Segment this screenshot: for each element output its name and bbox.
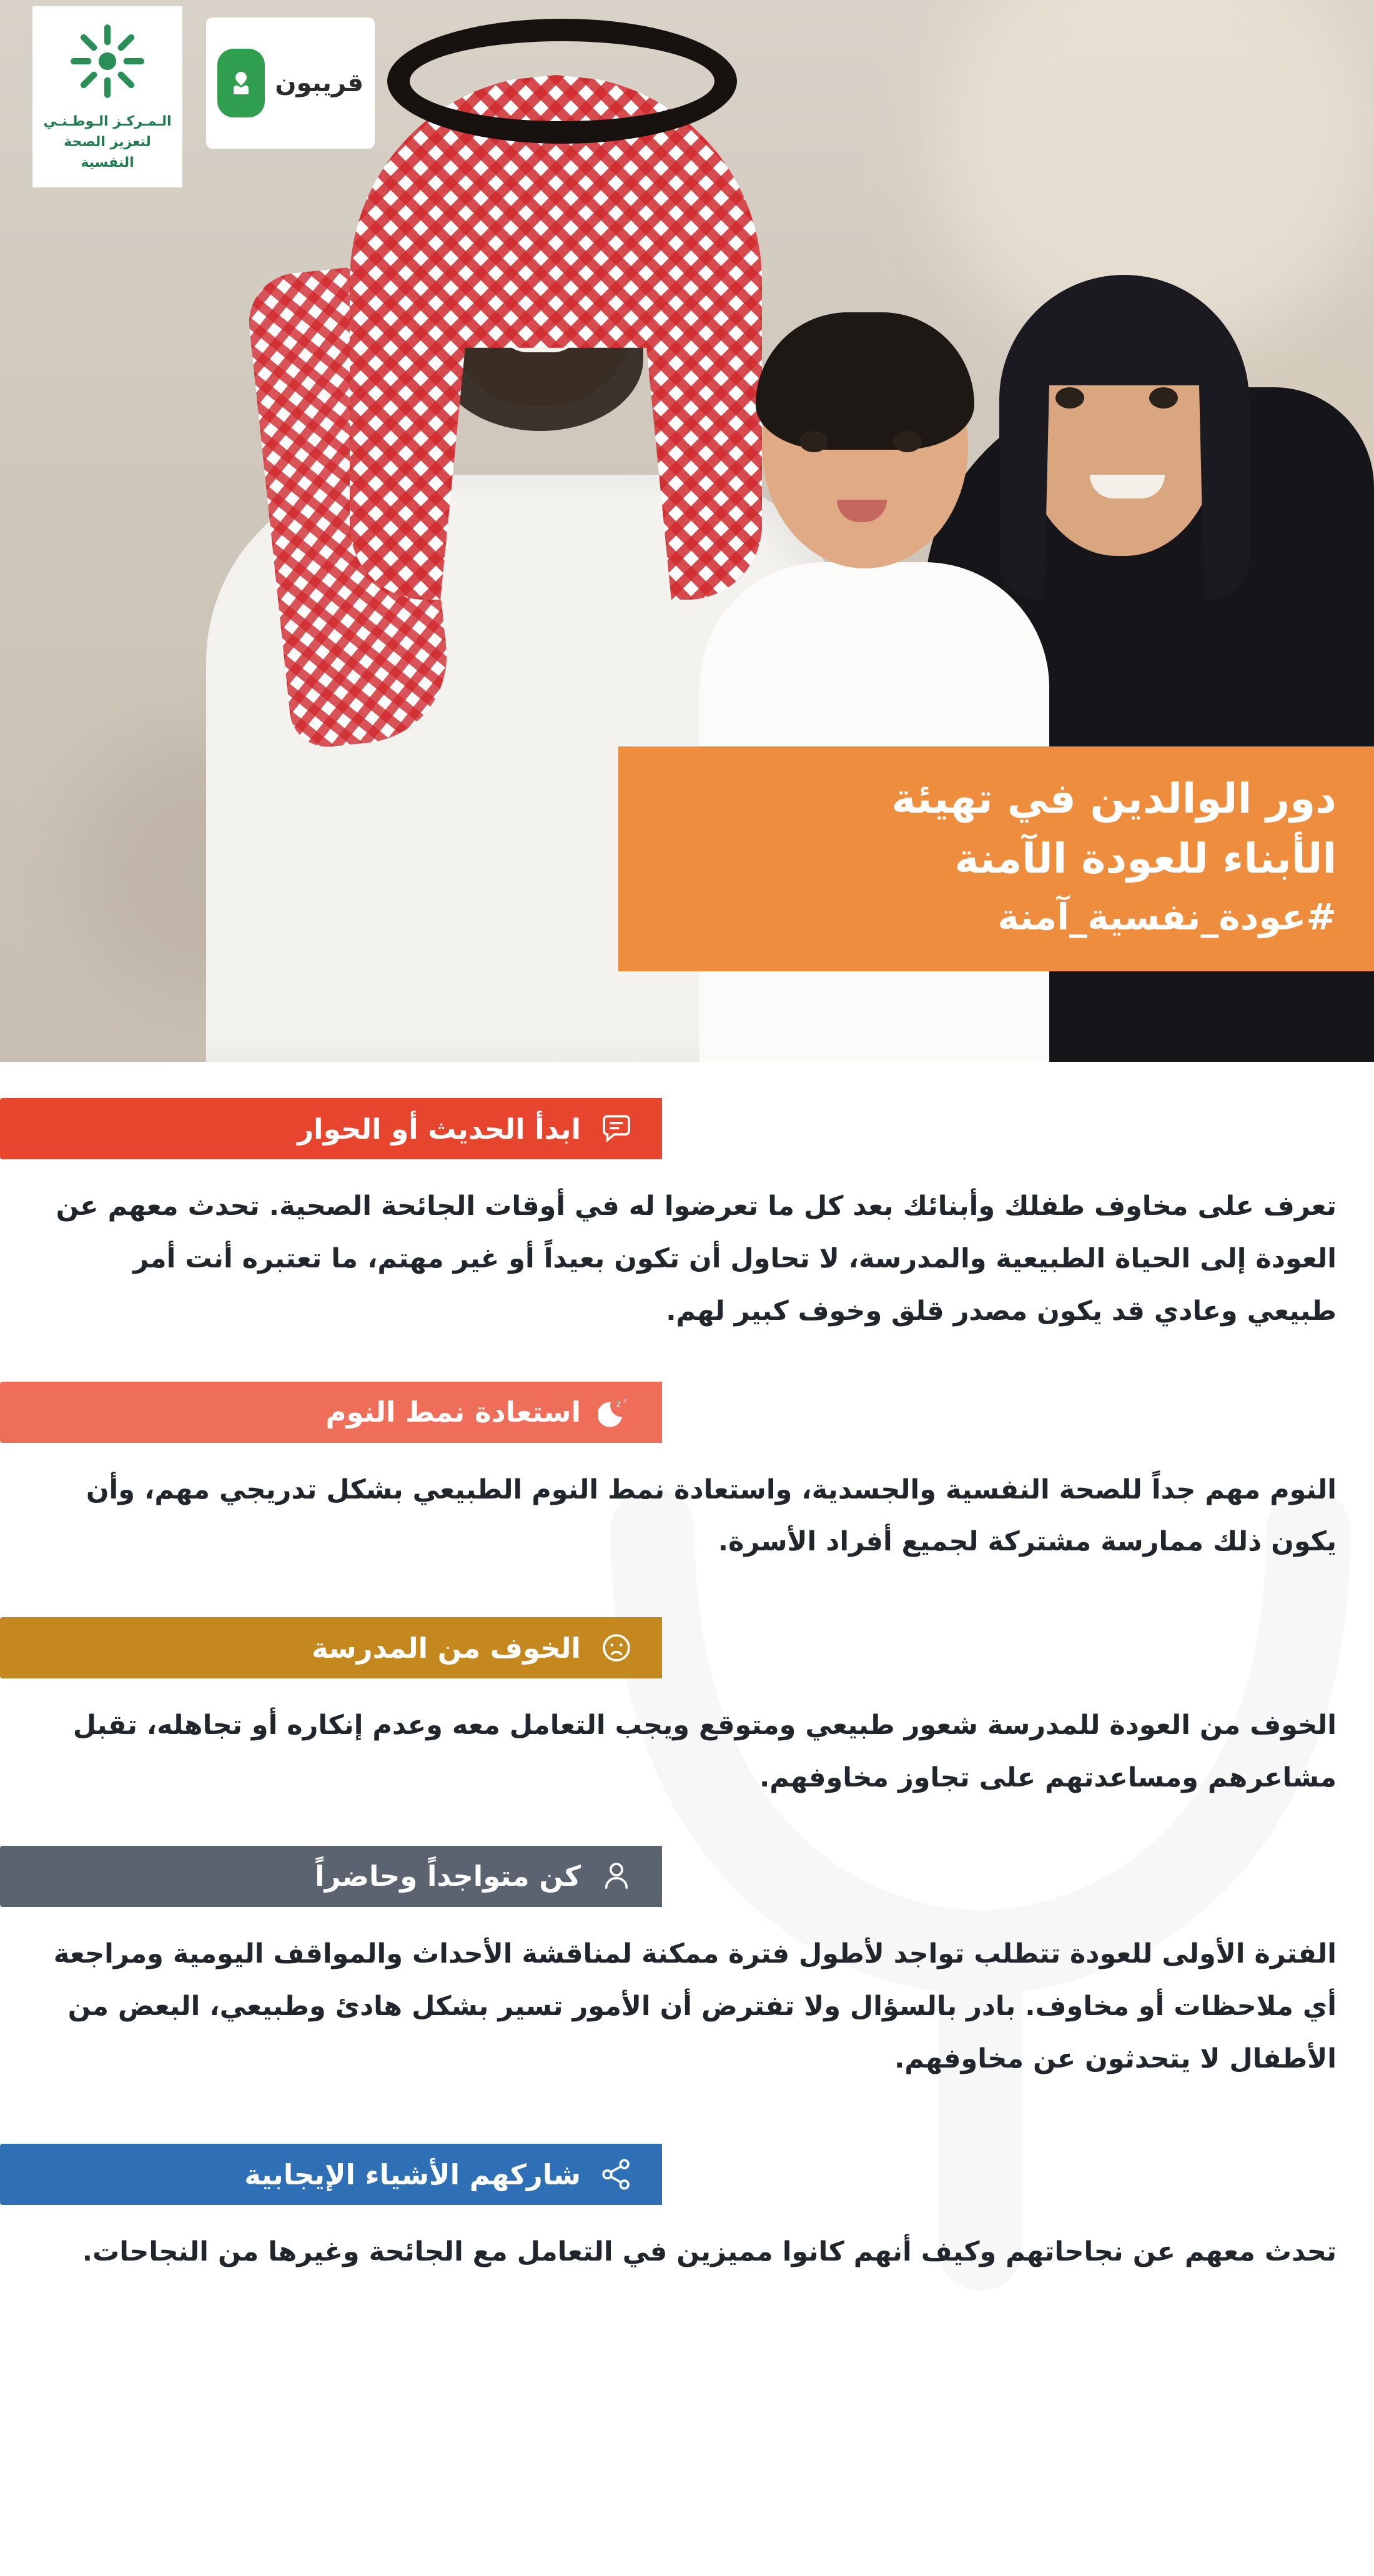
igal [387, 19, 737, 144]
section-heading-text: الخوف من المدرسة [312, 1631, 581, 1665]
child-eye [799, 431, 828, 452]
hero-hashtag: #عودة_نفسية_آمنة [997, 896, 1337, 939]
section-be-present [0, 1846, 1374, 2086]
section-body-text: الفترة الأولى للعودة تتطلب تواجد لأطول فترة ممكنة لمناقشة الأحداث والمواقف اليومية ومراجعة أي ملاحظات أو مخاوف. بادر بالسؤال ولا تفترض أن الأمور تسير بشكل هادئ وطبيعي، البعض من الأطفال لا يتحدثون عن مخاوفهم. [53, 1938, 1337, 2074]
section-school-fear [0, 1617, 1374, 1805]
child-eye [893, 431, 922, 452]
hero-photo [0, 0, 1374, 1062]
section-body-text: تحدث معهم عن نجاحاتهم وكيف أنهم كانوا مميزين في التعامل مع الجائحة وغيرها من النجاحات. [82, 2236, 1337, 2268]
nchp-logo [32, 6, 182, 187]
sections-list [0, 1098, 1374, 2304]
section-heading-bar [0, 1098, 662, 1159]
mother-smile [1090, 475, 1165, 498]
hero-title-block [618, 746, 1374, 971]
moon-sleep-icon [597, 1393, 636, 1432]
section-heading-text: استعادة نمط النوم [325, 1395, 581, 1429]
child-hair [756, 312, 974, 450]
nchp-caption-line-2: لتعزيز الصحة النفسية [64, 134, 151, 171]
nchp-logo-caption [39, 111, 176, 173]
qaribon-hand-heart-icon [221, 63, 261, 103]
nchp-caption-line-1: الـمـركـز الـوطـنـي [43, 113, 172, 129]
section-body-text: تعرف على مخاوف طفلك وأبنائك بعد كل ما تعرضوا له في أوقات الجائحة الصحية. تحدث معهم عن العودة إلى الحياة الطبيعية والمدرسة، لا تحاول أن تكون بعيداً أو غير مهتم، ما تعتبره أنت أمر طبيعي وعادي قد يكون مصدر قلق وخوف كبير لهم. [56, 1191, 1337, 1327]
hero-title-line-1: دور الوالدين في تهيئة [891, 775, 1337, 823]
section-restore-sleep [0, 1382, 1374, 1569]
section-share-positives [0, 2144, 1374, 2279]
qaribon-badge [217, 49, 265, 117]
starburst-logo-icon [67, 21, 147, 101]
worried-face-icon [597, 1628, 636, 1667]
svg-text:z: z [616, 1399, 621, 1409]
section-heading-text: شاركهم الأشياء الإيجابية [244, 2157, 581, 2191]
svg-text:z: z [623, 1397, 627, 1404]
section-heading-bar [0, 1846, 662, 1907]
person-icon [597, 1857, 636, 1896]
section-heading-bar [0, 1382, 662, 1443]
mother-eye [1149, 387, 1178, 409]
section-heading-bar [0, 2144, 662, 2205]
section-heading-text: ابدأ الحديث أو الحوار [297, 1112, 581, 1146]
section-body-text: النوم مهم جداً للصحة النفسية والجسدية، واستعادة نمط النوم الطبيعي بشكل تدريجي مهم، وأن يكون ذلك ممارسة مشتركة لجميع أفراد الأسرة. [86, 1474, 1337, 1558]
speech-bubble-icon [597, 1109, 636, 1148]
share-nodes-icon [597, 2155, 636, 2194]
section-start-conversation [0, 1098, 1374, 1338]
qaribon-logo-word: قريبون [275, 69, 363, 97]
section-heading-text: كن متواجداً وحاضراً [315, 1860, 581, 1893]
section-body-text: الخوف من العودة للمدرسة شعور طبيعي ومتوقع ويجب التعامل معه وعدم إنكاره أو تجاهله، تقبل مشاعرهم ومساعدتهم على تجاوز مخاوفهم. [72, 1710, 1337, 1794]
qaribon-logo [206, 17, 375, 149]
hero-title-line-2: الأبناء للعودة الآمنة [954, 834, 1337, 883]
section-heading-bar [0, 1617, 662, 1678]
mother-eye [1055, 387, 1084, 409]
